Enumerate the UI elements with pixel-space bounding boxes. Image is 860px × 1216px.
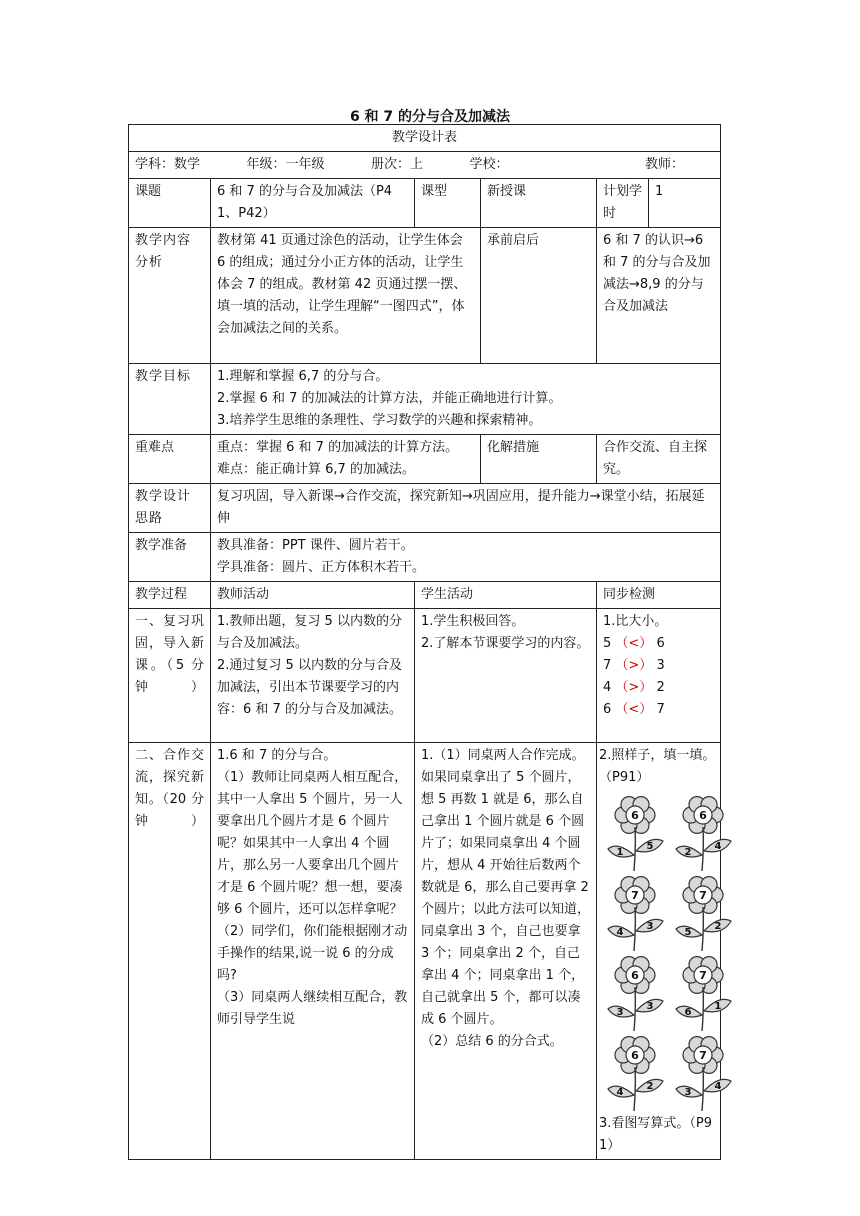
flower-right-part: 3: [646, 1001, 654, 1012]
compare-left: 5: [603, 636, 616, 651]
compare-sign: （<）: [615, 702, 653, 717]
stage2-check: [597, 743, 721, 1160]
teacher-activity: 1.6 和 7 的分与合。: [217, 748, 337, 763]
compare-sign: （>）: [615, 658, 653, 673]
flower-right-part: 2: [714, 921, 722, 932]
flower-left-part: 2: [684, 847, 692, 858]
compare-item: [603, 633, 714, 655]
school-field: 学校：: [469, 157, 509, 172]
teacher-prep: 教具准备：PPT 课件、圆片若干。: [217, 538, 414, 553]
table-title: 教学设计表: [129, 125, 721, 152]
flower-total: 6: [631, 1049, 639, 1062]
compare-item: [603, 699, 714, 721]
stage1-label: 一、复习巩固，导入新课。（5 分钟）: [129, 609, 211, 743]
flower-left-part: 1: [616, 847, 624, 858]
teacher-activity: （1）教师让同桌两人相互配合，其中一人拿出 5 个圆片，另一人要拿出几个圆片才是 6 个圆片呢？如果其中一人拿出 4 个圆片，那么另一人要拿出几个圆片才是 6 个圆片呢？想一想，要凑够 6 个圆片，还可以怎样拿呢？: [217, 770, 408, 917]
flower-grid: [599, 789, 722, 1113]
flower-left-part: 5: [684, 927, 692, 938]
design-idea-text: 复习巩固，导入新课→合作交流，探究新知→巩固应用，提升能力→课堂小结，拓展延伸: [211, 484, 721, 533]
flower-left-part: 3: [616, 1007, 624, 1018]
teacher-activity: （2）同学们，你们能根据刚才动手操作的结果,说一说 6 的分成吗?: [217, 924, 408, 983]
teacher-activity: （3）同桌两人继续相互配合，教师引导学生说: [217, 990, 408, 1027]
teacher-activity: 2.通过复习 5 以内数的分与合及加减法，引出本节课要学习的内容：6 和 7 的分与合及加减法。: [217, 658, 402, 717]
stage2-teacher: [211, 743, 415, 1160]
difficult-point: 难点：能正确计算 6,7 的加减法。: [217, 462, 415, 477]
flower-right-part: 4: [714, 841, 722, 852]
measure-text: 合作交流、自主探究。: [597, 435, 721, 484]
meta-row: [129, 152, 721, 179]
check-title: 1.比大小。: [603, 614, 668, 629]
flower-total: 6: [699, 809, 707, 822]
compare-item: [603, 677, 714, 699]
flower-total: 6: [631, 969, 639, 982]
check-title: 3.看图写算式。（P91）: [599, 1116, 713, 1153]
flower-left-part: 6: [684, 1007, 692, 1018]
flower-total: 7: [699, 969, 707, 982]
grade-field: 年级：一年级: [246, 157, 325, 172]
goal-item: 1.理解和掌握 6,7 的分与合。: [217, 369, 389, 384]
compare-list: [603, 633, 714, 721]
topic-label: 课题: [129, 179, 211, 228]
flower-right-part: 1: [714, 1001, 722, 1012]
flower-right-part: 5: [646, 841, 654, 852]
flower-left-part: 4: [616, 927, 624, 938]
stage2-student: [415, 743, 597, 1160]
preparation-label: 教学准备: [129, 533, 211, 582]
subject-field: 学科：数学: [135, 157, 201, 172]
content-analysis-label: 教学内容分析: [129, 228, 211, 364]
flower-number-bond: [673, 953, 737, 1033]
student-prep: 学具准备：圆片、正方体积木若干。: [217, 560, 426, 575]
compare-right: 3: [652, 658, 665, 673]
stage1-check: [597, 609, 721, 743]
compare-right: 7: [652, 702, 665, 717]
flower-number-bond: [673, 1033, 737, 1113]
document-title: 6 和 7 的分与合及加减法: [349, 109, 511, 125]
student-activity: （2）总结 6 的分合式。: [421, 1034, 563, 1049]
flower-number-bond: [605, 873, 669, 953]
stage1-teacher: [211, 609, 415, 743]
measure-label: 化解措施: [481, 435, 597, 484]
design-idea-label: 教学设计思路: [129, 484, 211, 533]
flower-left-part: 4: [616, 1087, 624, 1098]
compare-left: 6: [603, 702, 616, 717]
compare-item: [603, 655, 714, 677]
flower-left-part: 3: [684, 1087, 692, 1098]
compare-right: 6: [652, 636, 665, 651]
student-activity: 1.学生积极回答。: [421, 614, 525, 629]
flower-right-part: 3: [646, 921, 654, 932]
flower-number-bond: [673, 873, 737, 953]
stage2-label: 二、合作交流，探究新知。（20 分钟）: [129, 743, 211, 1160]
volume-field: 册次：上: [371, 157, 424, 172]
preparation-text: [211, 533, 721, 582]
flower-total: 7: [699, 1049, 707, 1062]
goals-label: 教学目标: [129, 364, 211, 435]
compare-sign: （>）: [615, 680, 653, 695]
teacher-field: 教师：: [645, 157, 685, 172]
planned-hours-label: 计划学时: [597, 179, 649, 228]
goals-list: [211, 364, 721, 435]
link-label: 承前启后: [481, 228, 597, 364]
student-activity: 2.了解本节课要学习的内容。: [421, 636, 590, 651]
compare-sign: （<）: [615, 636, 653, 651]
goal-item: 3.培养学生思维的条理性、学习数学的兴趣和探索精神。: [217, 413, 542, 428]
flower-number-bond: [605, 1033, 669, 1113]
flower-total: 7: [631, 889, 639, 902]
process-header-teacher: 教师活动: [211, 582, 415, 609]
link-text: 6 和 7 的认识→6 和 7 的分与合及加减法→8,9 的分与合及加减法: [597, 228, 721, 364]
lesson-type-value: 新授课: [481, 179, 597, 228]
planned-hours-value: 1: [649, 179, 721, 228]
lesson-type-label: 课型: [415, 179, 481, 228]
stage1-student: [415, 609, 597, 743]
topic-value: 6 和 7 的分与合及加减法（P41、P42）: [211, 179, 415, 228]
key-point: 重点：掌握 6 和 7 的加减法的计算方法。: [217, 440, 459, 455]
goal-item: 2.掌握 6 和 7 的加减法的计算方法，并能正确地进行计算。: [217, 391, 562, 406]
key-points-text: [211, 435, 481, 484]
process-header-check: 同步检测: [597, 582, 721, 609]
compare-left: 4: [603, 680, 616, 695]
process-header-stage: 教学过程: [129, 582, 211, 609]
compare-left: 7: [603, 658, 616, 673]
flower-total: 7: [699, 889, 707, 902]
compare-right: 2: [652, 680, 665, 695]
flower-right-part: 2: [646, 1081, 654, 1092]
flower-number-bond: [605, 793, 669, 873]
flower-right-part: 4: [714, 1081, 722, 1092]
teacher-activity: 1.教师出题，复习 5 以内数的分与合及加减法。: [217, 614, 402, 651]
check-title: 2.照样子，填一填。（P91）: [599, 748, 716, 785]
flower-number-bond: [673, 793, 737, 873]
flower-number-bond: [605, 953, 669, 1033]
lesson-design-table: [128, 124, 721, 1160]
key-points-label: 重难点: [129, 435, 211, 484]
flower-total: 6: [631, 809, 639, 822]
process-header-student: 学生活动: [415, 582, 597, 609]
student-activity: 1.（1）同桌两人合作完成。如果同桌拿出了 5 个圆片，想 5 再数 1 就是 6，那么自己拿出 1 个圆片就是 6 个圆片了；如果同桌拿出 4 个圆片，想从 4 开始往后数两个数就是 6，那么自己要再拿 2 个圆片；以此方法可以知道，同桌拿出 3 个，自己也要拿 3 个；同桌拿出 2 个，自己拿出 4 个；同桌拿出 1 个，自己就拿出 5 个，都可以凑成 6 个圆片。: [421, 748, 591, 1027]
content-analysis-text: 教材第 41 页通过涂色的活动，让学生体会 6 的组成；通过分小正方体的活动，让学生体会 7 的组成。教材第 42 页通过摆一摆、填一填的活动，让学生理解“一图四式”，体会加减法之间的关系。: [211, 228, 481, 364]
